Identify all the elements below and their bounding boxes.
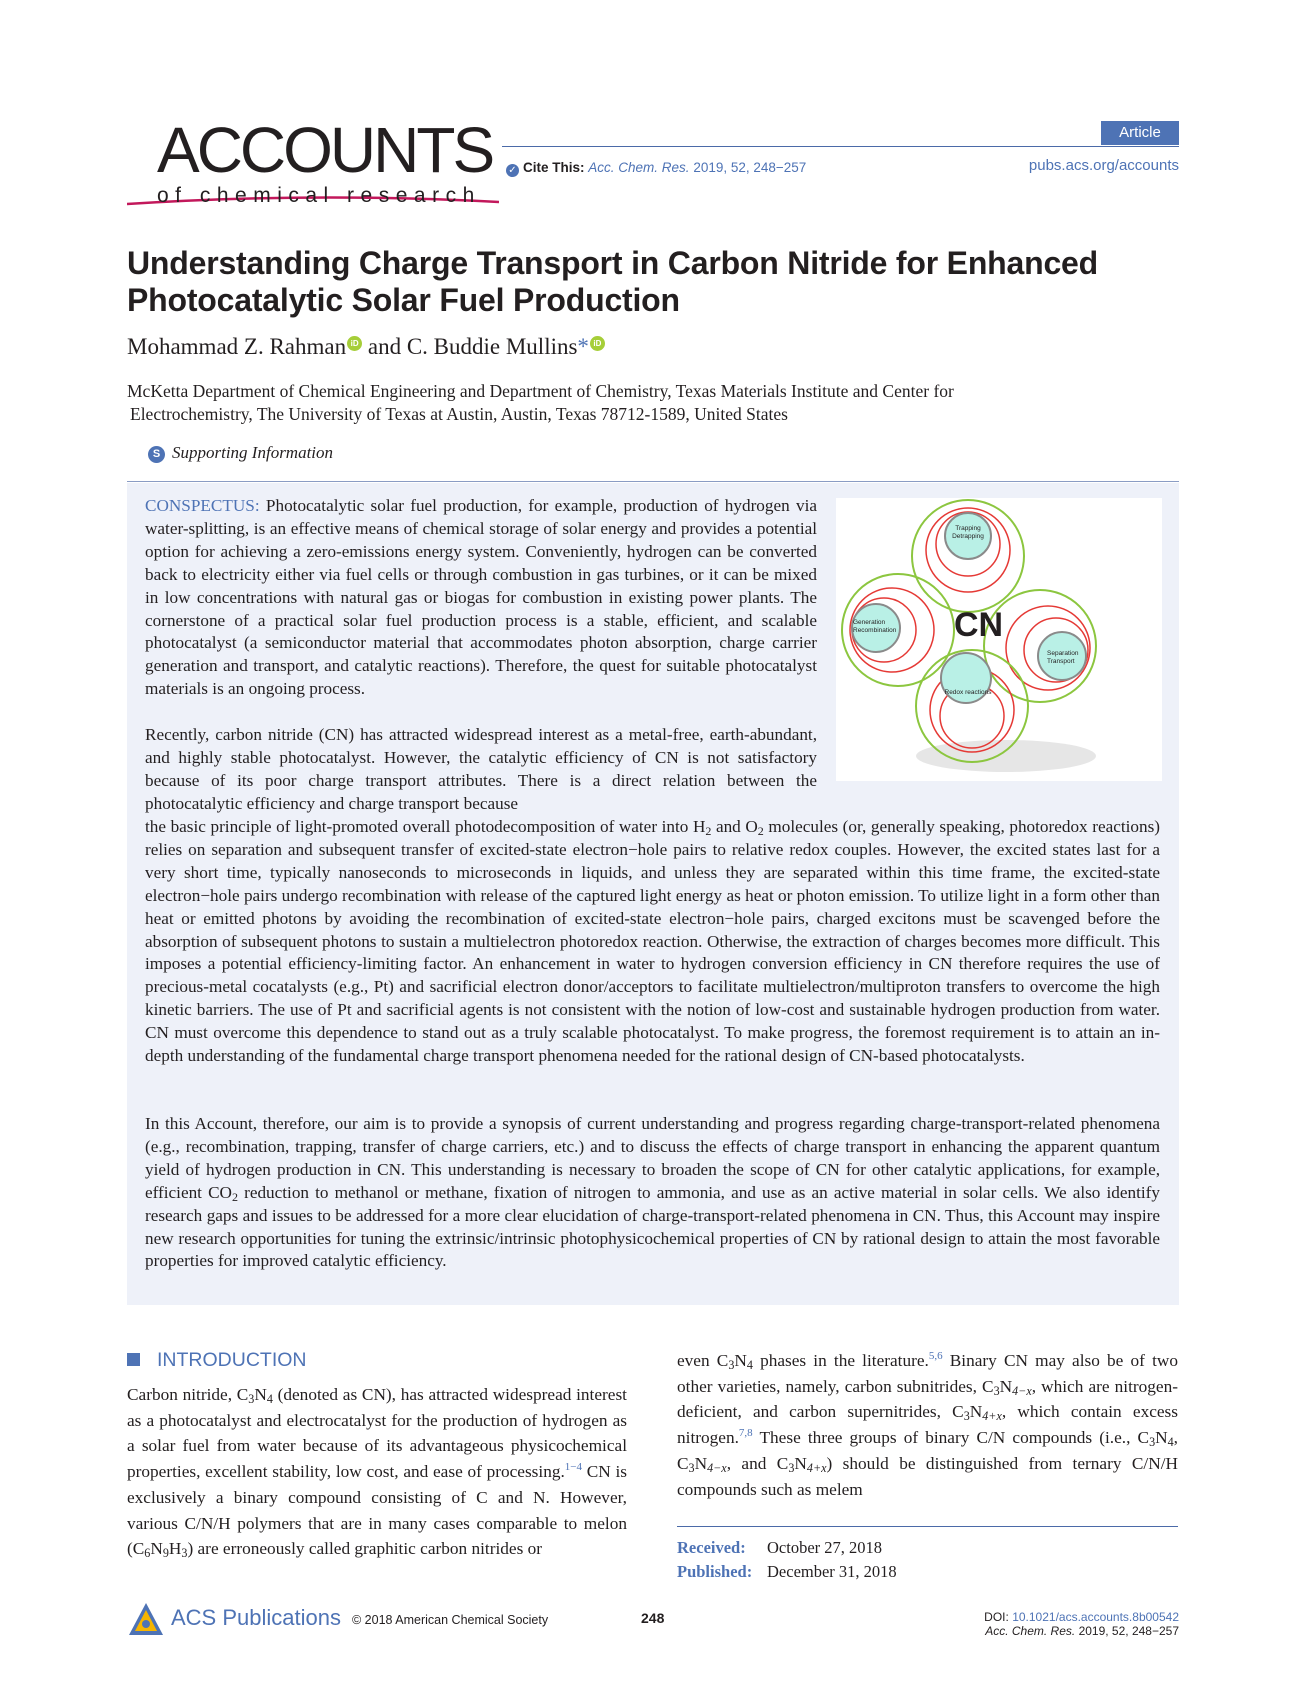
body-text: phases in the literature. (752, 1351, 929, 1370)
title-line-2: Photocatalytic Solar Fuel Production (127, 282, 680, 318)
subscript: 4−x (707, 1460, 727, 1475)
body-text: , and C (726, 1453, 789, 1473)
published-date-row (677, 1560, 897, 1584)
body-text: N (150, 1539, 163, 1559)
received-date: October 27, 2018 (767, 1538, 883, 1557)
body-text: Binary CN may also be of two other varieties, namely, carbon subnitrides, C (677, 1351, 1178, 1396)
conspectus-label: CONSPECTUS: (145, 496, 260, 515)
subscript: 4 (746, 1358, 753, 1372)
subscript: 3 (728, 1358, 735, 1372)
subscript: 4 (1167, 1435, 1174, 1450)
body-text: N (734, 1351, 747, 1370)
subscript: 3 (248, 1392, 255, 1406)
body-text: N (254, 1385, 267, 1404)
journal-url-link[interactable]: pubs.acs.org/accounts (1028, 157, 1179, 174)
subscript: 4 (266, 1392, 273, 1406)
subscript: 6 (144, 1546, 151, 1561)
subscript: 3 (1149, 1435, 1156, 1450)
acs-logo-icon[interactable] (127, 1601, 165, 1639)
footer-citation (984, 1624, 1179, 1638)
body-column-left (127, 1382, 627, 1562)
author-name[interactable]: Mohammad Z. Rahman (127, 334, 347, 359)
toc-node-bottom: Redox reactions (944, 689, 992, 696)
citation-link[interactable]: 7,8 (738, 1427, 753, 1440)
body-text: , which contain excess nitrogen. (677, 1402, 1179, 1448)
subscript: 4+x (806, 1460, 827, 1475)
citation-link[interactable]: 1−4 (564, 1461, 583, 1474)
author-list (127, 334, 605, 360)
body-text: (denoted as CN), has attracted widespread interest as a photocatalyst and electrocatalyst for the production of hydrogen as a solar fuel from water because of its advantageous physicochemical properties, excellent stability, low cost, and ease of processing. (127, 1385, 627, 1482)
toc-graphic (836, 498, 1162, 781)
copyright: © 2018 American Chemical Society (352, 1613, 549, 1627)
body-text: ) are erroneously called graphitic carbon nitrides or (187, 1539, 543, 1559)
conspectus-paragraph-2: Recently, carbon nitride (CN) has attracted widespread interest as a metal-free, earth-abundant, and highly stable photocatalyst. However, the catalytic efficiency of CN is not satisfactory because of its poor charge transport attributes. There is a direct relation between the photocatalytic efficiency and charge transport because (145, 725, 817, 813)
supporting-info-label: Supporting Information (172, 443, 334, 462)
footer-volume: 2019, 52, 248−257 (1078, 1624, 1179, 1638)
journal-logo: ACCOUNTS (157, 114, 493, 186)
received-date-row (677, 1536, 897, 1560)
subscript: 3 (181, 1546, 188, 1561)
journal-logo-subtitle: of chemical research (157, 184, 481, 207)
body-text: N (999, 1376, 1013, 1396)
body-text: N (694, 1453, 708, 1473)
published-label: Published: (677, 1562, 753, 1581)
check-icon: ✓ (506, 164, 519, 177)
article-title (127, 245, 1187, 319)
toc-node-top: Trapping Detrapping (952, 525, 984, 540)
body-text: H (168, 1539, 182, 1559)
title-line-1: Understanding Charge Transport in Carbon Nitride for Enhanced (127, 245, 1099, 281)
cite-this-link[interactable] (506, 160, 806, 177)
corresponding-author-mark: * (577, 334, 589, 359)
body-text: These three groups of binary C/N compounds (i.e., C (752, 1428, 1150, 1448)
received-label: Received: (677, 1538, 746, 1557)
affiliation-line: McKetta Department of Chemical Engineering and Department of Chemistry, Texas Materials Institute and Center for (127, 381, 954, 401)
body-text: even C (677, 1351, 729, 1370)
conspectus-text: Photocatalytic solar fuel production, for example, production of hydrogen via water-splitting, is an effective means of chemical storage of solar energy and provides a potential option for achieving a zero-emissions energy system. Conveniently, hydrogen can be converted back to electricity either via fuel cells or through combustion in gas turbines, or it can be mixed in low concentrations with natural gas or biogas for combustion in existing power plants. The cornerstone of a practical solar fuel production process is a stable, efficient, and scalable photocatalyst (a semiconductor material that accommodates photon absorption, charge carrier generation and transport, and catalytic reactions). Therefore, the quest for suitable photocatalyst materials is an ongoing process. (145, 496, 818, 699)
conspectus-paragraph-1 (145, 495, 817, 701)
doi-line[interactable] (984, 1610, 1179, 1624)
conspectus-text: and O (711, 817, 758, 836)
subscript: 3 (788, 1460, 795, 1475)
body-text: N (794, 1453, 807, 1473)
published-date: December 31, 2018 (767, 1562, 897, 1581)
supporting-information-link[interactable] (148, 443, 333, 463)
toc-node-right: Separation Transport (1047, 650, 1079, 665)
doi-block (984, 1610, 1179, 1638)
cite-journal: Acc. Chem. Res. (588, 160, 690, 175)
header-rule (502, 146, 1179, 147)
publisher-name[interactable]: ACS Publications (171, 1605, 341, 1630)
body-column-right (677, 1348, 1178, 1502)
orcid-icon[interactable]: iD (347, 336, 362, 351)
footer-journal: Acc. Chem. Res. (985, 1624, 1076, 1638)
affiliation-line: Electrochemistry, The University of Texas at Austin, Austin, Texas 78712-1589, United States (130, 404, 788, 424)
section-marker (127, 1353, 140, 1366)
citation-link[interactable]: 5,6 (928, 1350, 943, 1362)
toc-center-label: CN (954, 606, 1004, 644)
body-text: N (1155, 1428, 1168, 1448)
body-text: ) should be distinguished from ternary C/N/H compounds such as melem (677, 1453, 1178, 1499)
supporting-info-icon: S (148, 446, 165, 463)
doi-link[interactable]: 10.1021/acs.accounts.8b00542 (1012, 1610, 1179, 1624)
subscript: 3 (963, 1409, 970, 1424)
separator-rule (127, 481, 1179, 482)
conspectus-paragraph-2-continued (145, 816, 1160, 1068)
toc-node-left: Generation Recombination (853, 619, 897, 634)
orcid-icon[interactable]: iD (590, 336, 605, 351)
body-text: Carbon nitride, C (127, 1385, 249, 1404)
conspectus-text: reduction to methanol or methane, fixation of nitrogen to ammonia, and use as an active material in solar cells. We also identify research gaps and issues to be addressed for a more clear elucidation of charge-transport-related phenomena in CN. Thus, this Account may inspire new research opportunities for tuning the extrinsic/intrinsic photophysicochemical properties of CN by rational design to attain the most favorable properties for improved catalytic efficiency. (145, 1182, 1160, 1271)
article-dates (677, 1536, 897, 1584)
body-text: , C (677, 1428, 1178, 1473)
dates-rule (677, 1526, 1178, 1527)
conspectus-paragraph-3 (145, 1113, 1160, 1273)
page-number: 248 (641, 1610, 665, 1626)
section-heading-text: INTRODUCTION (157, 1349, 307, 1371)
subscript: 4−x (1012, 1383, 1032, 1398)
subscript: 4+x (982, 1409, 1002, 1424)
doi-label: DOI: (984, 1610, 1009, 1624)
subscript: 2 (231, 1189, 238, 1204)
author-name[interactable]: and C. Buddie Mullins (367, 334, 578, 359)
body-text: CN is exclusively a binary compound consisting of C and N. However, various C/N/H polymers that are in many cases comparable to melon (C (127, 1462, 627, 1559)
conspectus-text: the basic principle of light-promoted overall photodecomposition of water into H (145, 817, 706, 836)
body-text: N (969, 1402, 983, 1422)
body-text: , which are nitrogen-deficient, and carbon supernitrides, C (677, 1376, 1178, 1422)
article-type-badge: Article (1101, 121, 1179, 145)
section-heading-introduction (127, 1349, 307, 1372)
subscript: 9 (162, 1546, 169, 1561)
conspectus-text: molecules (or, generally speaking, photoredox reactions) relies on separation and subsequent transfer of excited-state electron−hole pairs to relative redox couples. However, the excited states last for a very short time, typically nanoseconds to microseconds in liquids, and unless they are separated within this time frame, the excited-state electron−hole pairs undergo recombination with release of the captured light energy as heat or photon emission. To utilize light in a form other than heat or emitted photons by avoiding the recombination of excited-state electron−hole pairs, charged excitons must be scavenged before the absorption of subsequent photons to sustain a multielectron photoredox reaction. Otherwise, the extraction of charges becomes more difficult. This imposes a potential efficiency-limiting factor. An enhancement in water to hydrogen conversion efficiency in CN therefore requires the use of precious-metal cocatalysts (e.g., Pt) and sacrificial electron donor/acceptors to facilitate multielectron/multiproton transfers to overcome the high kinetic barriers. The use of Pt and sacrificial agents is not consistent with the notion of low-cost and sustainable hydrogen production from water. CN must overcome this dependence to stand out as a truly scalable photocatalyst. To make progress, the foremost requirement is to attain an in-depth understanding of the fundamental charge transport phenomena needed for the rational design of CN-based photocatalysts. (145, 817, 1160, 1066)
cite-label: Cite This: (523, 160, 585, 175)
cite-volume: 2019, 52, 248−257 (693, 160, 807, 175)
subscript: 2 (705, 824, 712, 838)
affiliation (127, 380, 1127, 426)
subscript: 3 (688, 1460, 695, 1475)
subscript: 2 (757, 824, 764, 838)
subscript: 3 (993, 1383, 1000, 1398)
conspectus-text: In this Account, therefore, our aim is to provide a synopsis of current understanding and progress regarding charge-transport-related phenomena (e.g., recombination, trapping, transfer of charge carriers, etc.) and to discuss the effects of charge transport in enhancing the apparent quantum yield of hydrogen production in CN. This understanding is necessary to broaden the scope of CN for other catalytic applications, for example, efficient CO (145, 1114, 1160, 1202)
